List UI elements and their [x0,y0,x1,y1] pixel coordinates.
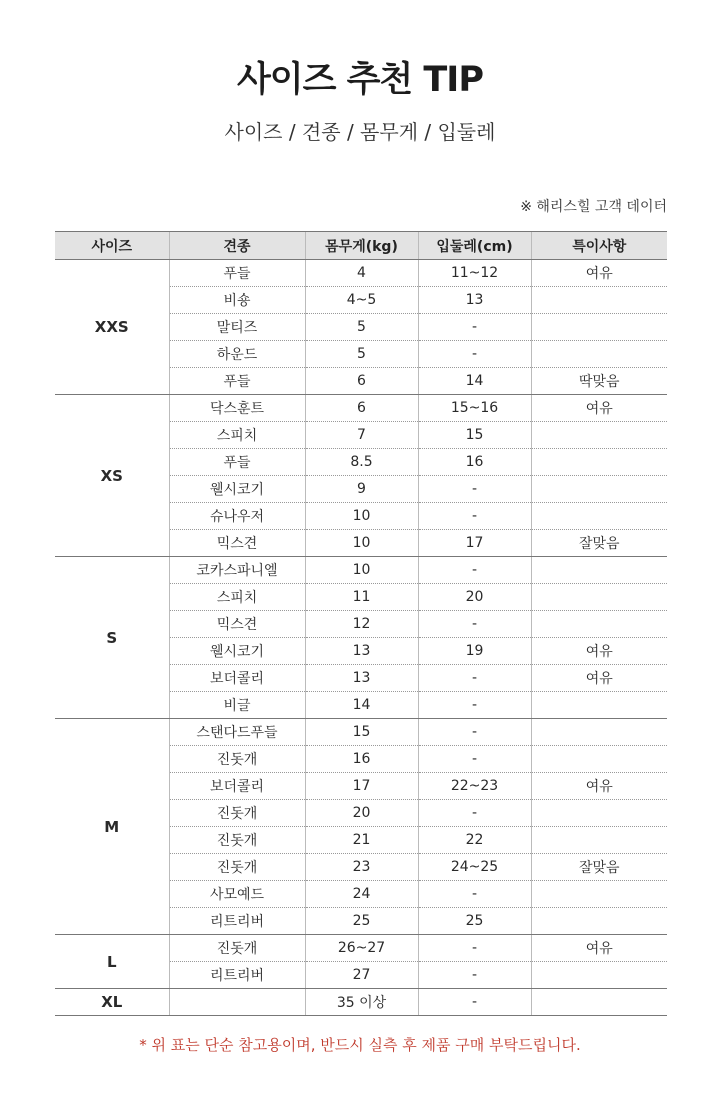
remarks-cell [531,341,667,368]
remarks-cell [531,827,667,854]
weight-cell: 10 [305,557,418,584]
weight-cell: 12 [305,611,418,638]
disclaimer-footnote: * 위 표는 단순 참고용이며, 반드시 실측 후 제품 구매 부탁드립니다. [139,1036,581,1054]
mouth-circumference-cell: - [418,692,531,719]
table-header-row [55,232,667,260]
breed-cell: 비숑 [169,287,305,314]
breed-cell: 진돗개 [169,746,305,773]
weight-cell: 16 [305,746,418,773]
mouth-circumference-cell: - [418,881,531,908]
weight-cell: 15 [305,719,418,746]
remarks-cell [531,800,667,827]
breed-cell: 비글 [169,692,305,719]
size-cell: XXS [55,260,169,395]
remarks-cell [531,881,667,908]
header-size: 사이즈 [55,232,169,260]
breed-cell: 푸들 [169,260,305,287]
remarks-cell: 여유 [531,935,667,962]
remarks-cell [531,422,667,449]
table-row [55,260,667,287]
header-weight: 몸무게(kg) [305,232,418,260]
remarks-cell [531,476,667,503]
weight-cell: 6 [305,368,418,395]
weight-cell: 27 [305,962,418,989]
weight-cell: 25 [305,908,418,935]
breed-cell: 보더콜리 [169,665,305,692]
breed-cell: 스탠다드푸들 [169,719,305,746]
remarks-cell [531,503,667,530]
remarks-cell [531,719,667,746]
breed-cell: 진돗개 [169,854,305,881]
breed-cell: 진돗개 [169,935,305,962]
breed-cell: 스피치 [169,584,305,611]
weight-cell: 10 [305,503,418,530]
table-body [55,260,667,1016]
table-row [55,935,667,962]
mouth-circumference-cell: - [418,935,531,962]
breed-cell: 코카스파니엘 [169,557,305,584]
breed-cell: 진돗개 [169,827,305,854]
mouth-circumference-cell: - [418,665,531,692]
mouth-circumference-cell: - [418,611,531,638]
mouth-circumference-cell: - [418,962,531,989]
data-source-note: ※ 해리스힐 고객 데이터 [520,199,667,215]
remarks-cell [531,989,667,1016]
table-row [55,989,667,1016]
size-cell: XL [55,989,169,1016]
breed-cell: 보더콜리 [169,773,305,800]
remarks-cell [531,314,667,341]
weight-cell: 13 [305,638,418,665]
breed-cell: 사모예드 [169,881,305,908]
mouth-circumference-cell: - [418,989,531,1016]
remarks-cell [531,611,667,638]
breed-cell: 슈나우저 [169,503,305,530]
weight-cell: 5 [305,314,418,341]
breed-cell: 믹스견 [169,611,305,638]
breed-cell: 말티즈 [169,314,305,341]
breed-cell [169,989,305,1016]
remarks-cell: 딱맞음 [531,368,667,395]
mouth-circumference-cell: - [418,557,531,584]
mouth-circumference-cell: - [418,746,531,773]
mouth-circumference-cell: 22 [418,827,531,854]
remarks-cell [531,746,667,773]
breed-cell: 푸들 [169,368,305,395]
mouth-circumference-cell: - [418,503,531,530]
remarks-cell: 잘맞음 [531,854,667,881]
breed-cell: 진돗개 [169,800,305,827]
size-cell: S [55,557,169,719]
mouth-circumference-cell: 19 [418,638,531,665]
weight-cell: 17 [305,773,418,800]
weight-cell: 35 이상 [305,989,418,1016]
weight-cell: 7 [305,422,418,449]
mouth-circumference-cell: - [418,719,531,746]
breed-cell: 리트리버 [169,962,305,989]
breed-cell: 푸들 [169,449,305,476]
mouth-circumference-cell: - [418,800,531,827]
remarks-cell: 여유 [531,638,667,665]
header-remarks: 특이사항 [531,232,667,260]
mouth-circumference-cell: 25 [418,908,531,935]
mouth-circumference-cell: 13 [418,287,531,314]
remarks-cell [531,908,667,935]
weight-cell: 14 [305,692,418,719]
mouth-circumference-cell: 16 [418,449,531,476]
weight-cell: 24 [305,881,418,908]
breed-cell: 믹스견 [169,530,305,557]
remarks-cell [531,449,667,476]
mouth-circumference-cell: 11~12 [418,260,531,287]
weight-cell: 5 [305,341,418,368]
remarks-cell: 여유 [531,773,667,800]
weight-cell: 11 [305,584,418,611]
header-mouth-circumference: 입둘레(cm) [418,232,531,260]
breed-cell: 웰시코기 [169,476,305,503]
weight-cell: 8.5 [305,449,418,476]
size-recommendation-table [55,231,667,1016]
breed-cell: 닥스훈트 [169,395,305,422]
mouth-circumference-cell: 24~25 [418,854,531,881]
remarks-cell [531,584,667,611]
remarks-cell: 여유 [531,260,667,287]
weight-cell: 9 [305,476,418,503]
remarks-cell [531,692,667,719]
weight-cell: 23 [305,854,418,881]
size-cell: M [55,719,169,935]
remarks-cell [531,557,667,584]
mouth-circumference-cell: - [418,341,531,368]
header-breed: 견종 [169,232,305,260]
mouth-circumference-cell: 14 [418,368,531,395]
mouth-circumference-cell: 20 [418,584,531,611]
weight-cell: 20 [305,800,418,827]
table-row [55,557,667,584]
mouth-circumference-cell: 17 [418,530,531,557]
remarks-cell [531,962,667,989]
mouth-circumference-cell: - [418,314,531,341]
weight-cell: 21 [305,827,418,854]
weight-cell: 10 [305,530,418,557]
mouth-circumference-cell: - [418,476,531,503]
mouth-circumference-cell: 15 [418,422,531,449]
breed-cell: 리트리버 [169,908,305,935]
size-cell: L [55,935,169,989]
table-row [55,719,667,746]
weight-cell: 4 [305,260,418,287]
weight-cell: 6 [305,395,418,422]
weight-cell: 13 [305,665,418,692]
mouth-circumference-cell: 22~23 [418,773,531,800]
breed-cell: 하운드 [169,341,305,368]
table-row [55,395,667,422]
breed-cell: 스피치 [169,422,305,449]
remarks-cell: 여유 [531,395,667,422]
mouth-circumference-cell: 15~16 [418,395,531,422]
remarks-cell: 여유 [531,665,667,692]
page-subtitle: 사이즈 / 견종 / 몸무게 / 입둘레 [224,120,496,144]
breed-cell: 웰시코기 [169,638,305,665]
remarks-cell [531,287,667,314]
weight-cell: 26~27 [305,935,418,962]
page-title: 사이즈 추천 TIP [237,60,483,100]
weight-cell: 4~5 [305,287,418,314]
remarks-cell: 잘맞음 [531,530,667,557]
size-cell: XS [55,395,169,557]
